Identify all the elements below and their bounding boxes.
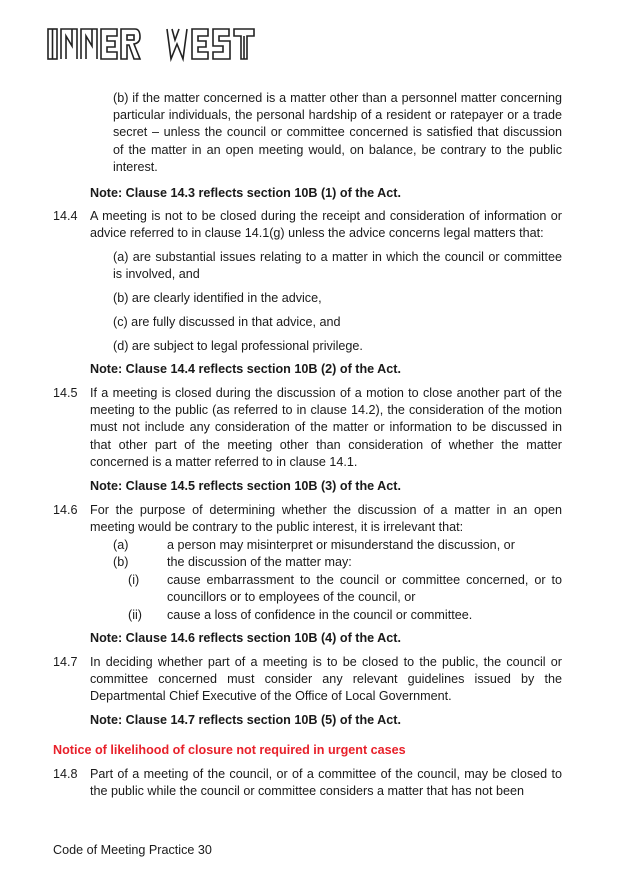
clause-14-3-b-text: (b) if the matter concerned is a matter other than a personnel matter concerning particular individuals, the personal hardship of a resident or ratepayer or a trade secret – unless the council or committee concerned is satisfied that discussion of the matter in an open meeting would, on balance, be contrary to the public interest. — [113, 91, 562, 174]
section-heading-urgent: Notice of likelihood of closure not required in urgent cases — [53, 743, 406, 757]
note-14-6: Note: Clause 14.6 reflects section 10B (4) of the Act. — [90, 631, 401, 645]
clause-14-7-text: In deciding whether part of a meeting is to be closed to the public, the council or committee concerned must consider any relevant guidelines issued by the Departmental Chief Executive of the Office of Local Government. — [90, 655, 562, 704]
clause-number-14-6: 14.6 — [53, 503, 78, 517]
clause-14-6-b-text: the discussion of the matter may: — [167, 555, 352, 569]
clause-14-6-a-label: (a) — [113, 538, 129, 552]
clause-14-5-text: If a meeting is closed during the discussion of a motion to close another part of the meeting to the public (as referred to in clause 14.2), the consideration of the motion must not include any consideration of the matter or information to be discussed in that other part of the meeting other than consideration of whether the matter concerned is a matter referred to in clause 14.1. — [90, 386, 562, 469]
clause-14-6-ii-label: (ii) — [128, 608, 142, 622]
page-footer: Code of Meeting Practice 30 — [53, 843, 212, 857]
clause-14-6-text: For the purpose of determining whether the discussion of a matter in an open meeting would be contrary to the public interest, it is irrelevant that: — [90, 503, 562, 535]
note-14-7: Note: Clause 14.7 reflects section 10B (5) of the Act. — [90, 713, 401, 727]
clause-number-14-7: 14.7 — [53, 655, 78, 669]
clause-14-6-i-label: (i) — [128, 573, 140, 587]
note-14-5: Note: Clause 14.5 reflects section 10B (3) of the Act. — [90, 479, 401, 493]
clause-14-4-d: (d) are subject to legal professional privilege. — [113, 339, 363, 353]
clause-14-6-i-text: cause embarrassment to the council or committee concerned, or to councillors or to employees of the council, or — [167, 573, 562, 605]
note-14-3: Note: Clause 14.3 reflects section 10B (1) of the Act. — [90, 186, 401, 200]
inner-west-logo — [47, 26, 292, 62]
clause-14-4-text: A meeting is not to be closed during the receipt and consideration of information or advice referred to in clause 14.1(g) unless the advice concerns legal matters that: — [90, 209, 562, 241]
clause-number-14-8: 14.8 — [53, 767, 78, 781]
clause-number-14-4: 14.4 — [53, 209, 78, 223]
clause-14-6-b-label: (b) — [113, 555, 129, 569]
clause-14-4-b: (b) are clearly identified in the advice, — [113, 291, 322, 305]
clause-number-14-5: 14.5 — [53, 386, 78, 400]
clause-14-4-a: (a) are substantial issues relating to a matter in which the council or committee is involved, and — [113, 250, 562, 282]
clause-14-6-ii-text: cause a loss of confidence in the council or committee. — [167, 608, 473, 622]
clause-14-4-c: (c) are fully discussed in that advice, and — [113, 315, 341, 329]
clause-14-6-a-text: a person may misinterpret or misunderstand the discussion, or — [167, 538, 515, 552]
clause-14-8-text: Part of a meeting of the council, or of a committee of the council, may be closed to the public while the council or committee considers a matter that has not been — [90, 767, 562, 799]
note-14-4: Note: Clause 14.4 reflects section 10B (2) of the Act. — [90, 362, 401, 376]
